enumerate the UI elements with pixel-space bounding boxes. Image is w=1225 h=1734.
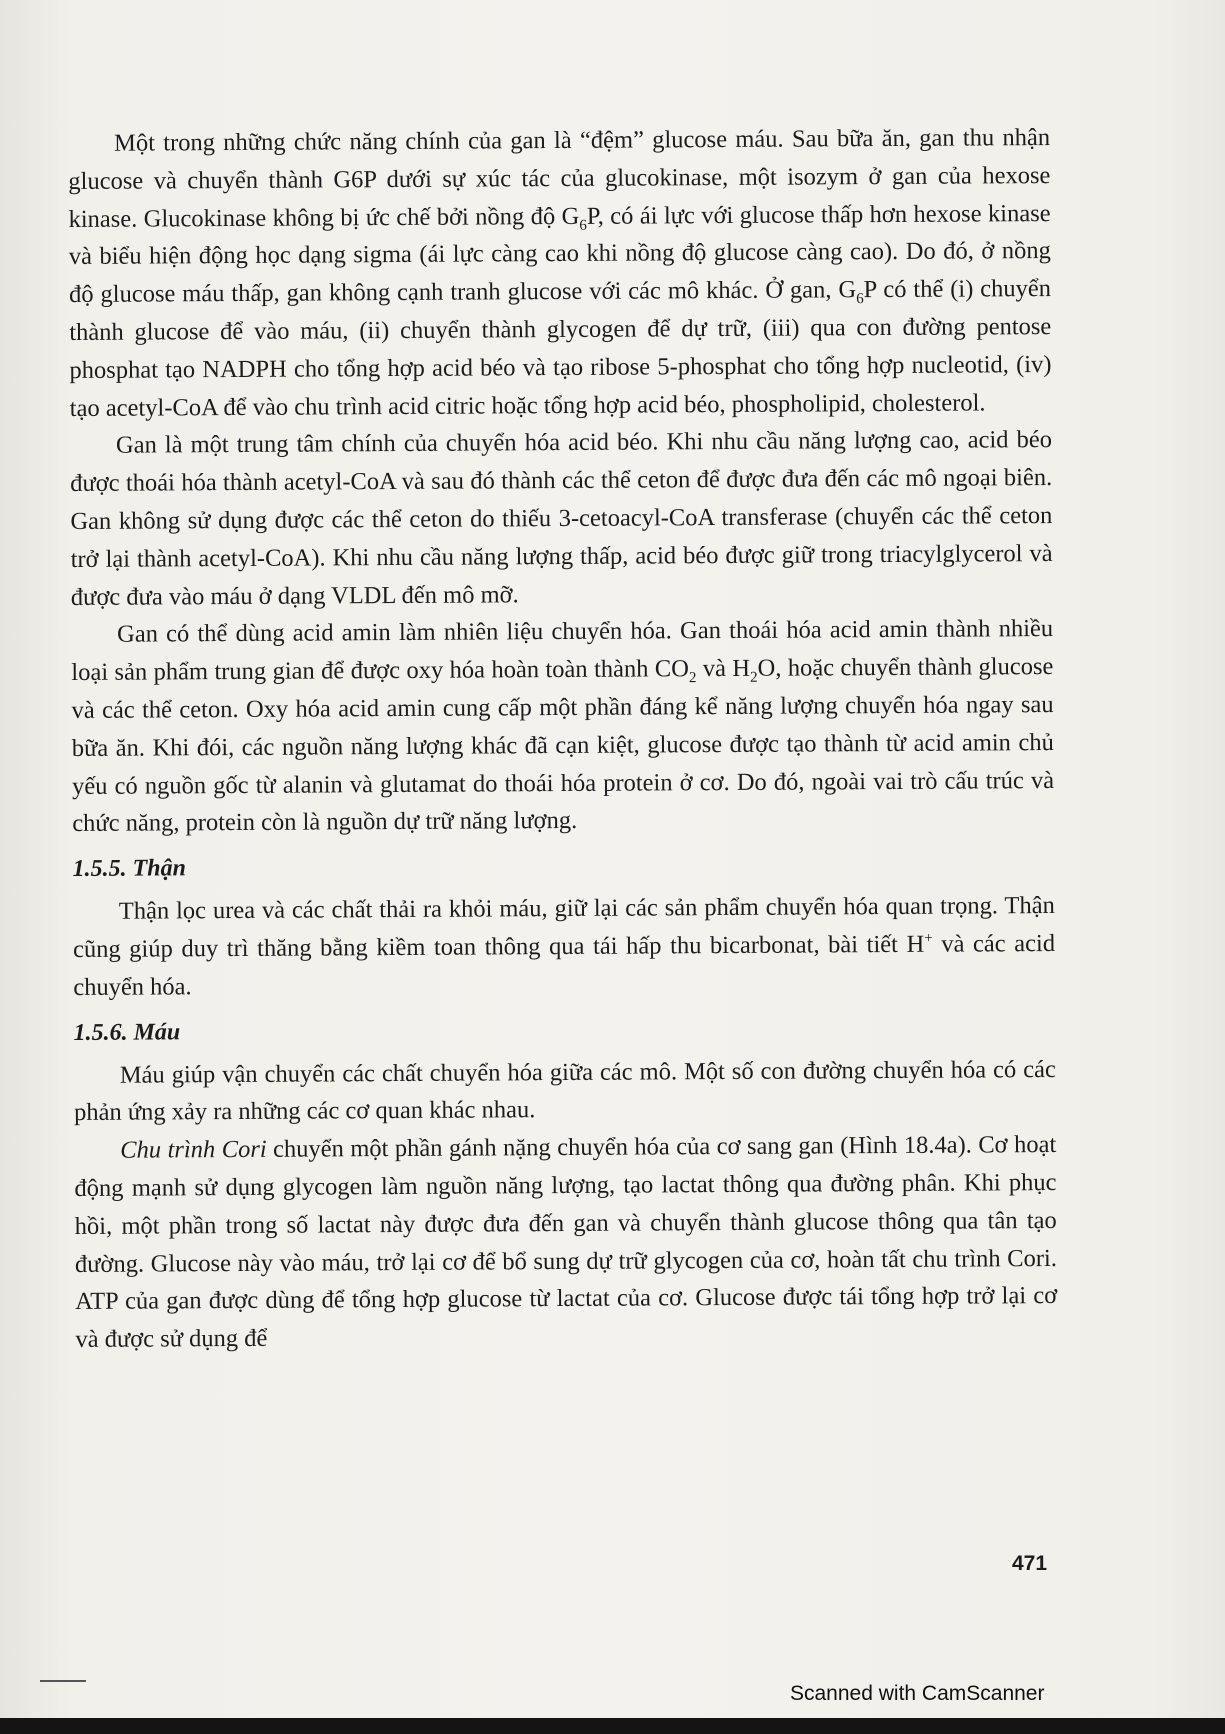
paragraph-liver-glucose: Một trong những chức năng chính của gan là “đệm” glucose máu. Sau bữa ăn, gan thu nhận glucose và chuyển thành G6P dưới sự xúc tác của glucokinase, một isozym ở gan của hexose kinase. Glucokinase không bị ức chế bởi nồng độ $G_6P$, có ái lực với glucose thấp hơn hexose kinase và biểu hiện động học dạng sigma (ái lực càng cao khi nồng độ glucose càng cao). Do đó, ở nồng độ glucose máu thấp, gan không cạnh tranh glucose với các mô khác. Ở gan, $G_6P$ có thể (i) chuyển thành glucose để vào máu, (ii) chuyển thành glycogen để dự trữ, (iii) qua con đường pentose phosphat tạo NADPH cho tổng hợp acid béo và tạo ribose 5-phosphat cho tổng hợp nucleotid, (iv) tạo acetyl-CoA để vào chu trình acid citric hoặc tổng hợp acid béo, phospholipid, cholesterol. <box>68 124 1052 422</box>
heading-kidney: 1.5.5. Thận <box>72 855 186 883</box>
paragraph-liver-fatty-acid: Gan là một trung tâm chính của chuyển hóa acid béo. Khi nhu cầu năng lượng cao, acid béo được thoái hóa thành acetyl-CoA và sau đó thành các thể ceton để được đưa đến các mô ngoại biên. Gan không sử dụng được các thể ceton do thiếu 3-cetoacyl-CoA transferase (chuyển các thể ceton trở lại thành acetyl-CoA). Khi nhu cầu năng lượng thấp, acid béo được giữ trong triacylglycerol và được đưa vào máu ở dạng VLDL đến mô mỡ. <box>70 426 1053 611</box>
paragraph-liver-amino-acid: Gan có thể dùng acid amin làm nhiên liệu chuyển hóa. Gan thoái hóa acid amin thành nhiều loại sản phẩm trung gian để được oxy hóa hoàn toàn thành $CO_2$ và $H_2O$, hoặc chuyển thành glucose và các thể ceton. Oxy hóa acid amin cung cấp một phần đáng kể năng lượng chuyển hóa ngay sau bữa ăn. Khi đói, các nguồn năng lượng khác đã cạn kiệt, glucose được tạo thành từ acid amin chủ yếu có nguồn gốc từ alanin và glutamat do thoái hóa protein ở cơ. Do đó, ngoài vai trò cấu trúc và chức năng, protein còn là nguồn dự trữ năng lượng. <box>71 615 1055 838</box>
body-text <box>68 119 1058 1359</box>
heading-blood: 1.5.6. Máu <box>73 1018 181 1046</box>
paragraph-kidney: Thận lọc urea và các chất thải ra khỏi máu, giữ lại các sản phẩm chuyển hóa quan trọng. Thận cũng giúp duy trì thăng bằng kiềm toan thông qua tái hấp thu bicarbonat, bài tiết H+ và các acid chuyển hóa. <box>72 892 1056 1001</box>
scanner-watermark: Scanned with CamScanner <box>790 1682 1045 1705</box>
scan-bottom-edge <box>0 1718 1225 1734</box>
scan-edge-mark <box>40 1680 86 1682</box>
page-number: 471 <box>1012 1552 1048 1575</box>
paragraph-cori-cycle: Chu trình Cori chuyển một phần gánh nặng chuyển hóa của cơ sang gan (Hình 18.4a). Cơ hoạt động mạnh sử dụng glycogen làm nguồn năng lượng, tạo lactat thông qua đường phân. Khi phục hồi, một phần trong số lactat này được đưa đến gan và chuyển thành glucose thông qua tân tạo đường. Glucose này vào máu, trở lại cơ để bổ sung dự trữ glycogen của cơ, hoàn tất chu trình Cori. ATP của gan được dùng để tổng hợp glucose từ lactat của cơ. Glucose được tái tổng hợp trở lại cơ và được sử dụng để <box>74 1131 1058 1354</box>
paragraph-blood: Máu giúp vận chuyển các chất chuyển hóa giữa các mô. Một số con đường chuyển hóa có các phản ứng xảy ra những các cơ quan khác nhau. <box>73 1055 1056 1127</box>
